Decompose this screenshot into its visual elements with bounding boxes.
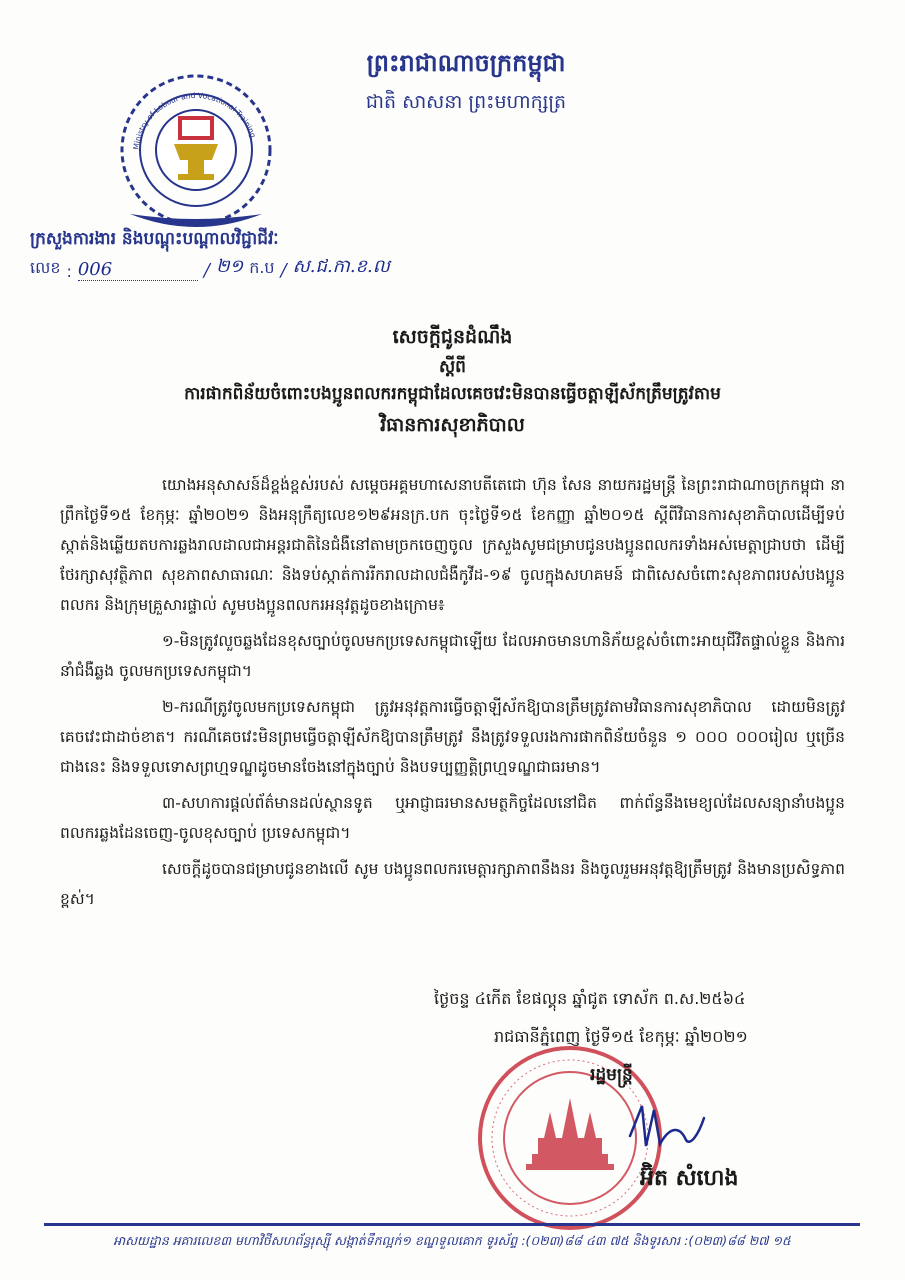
notice-subject-label: ស្តីពី <box>439 357 466 377</box>
reference-label: លេខ <box>30 258 61 277</box>
notice-subject-line2: វិធានការសុខាភិបាល <box>380 414 525 436</box>
ministry-name: ក្រសួងការងារ និងបណ្តុះបណ្តាលវិជ្ជាជីវៈ <box>30 229 279 249</box>
temple-icon <box>526 1098 614 1170</box>
logo-text: Ministry of Labour and Vocational Training <box>131 90 258 151</box>
notice-title: សេចក្តីជូនដំណឹង <box>392 326 513 348</box>
reference-year: ២១ <box>215 256 244 277</box>
body-paragraph-intro: យោងអនុសាសន៍ដ៏ខ្ពង់ខ្ពស់របស់ សម្តេចអគ្គមហាសេនាបតីតេជោ ហ៊ុន សែន នាយករដ្ឋមន្ត្រី នៃព្រះរាជាណាចក្រកម្ពុជា នាព្រឹកថ្ងៃទី១៥ ខែកុម្ភៈ ឆ្នាំ២០២១ និងអនុក្រឹត្យលេខ១២៩អនក្រ.បក ចុះថ្ងៃទី១៥ ខែកញ្ញា ឆ្នាំ២០១៥ ស្តីពីវិធានការសុខាភិបាលដើម្បីទប់ស្កាត់និងឆ្លើយតបការឆ្លងរាលដាលជាអន្តរជាតិនៃជំងឺនៅតាមច្រកចេញចូល ក្រសួងសូមជម្រាបជូនបងប្អូនពលករទាំងអស់មេត្តាជ្រាបថា ដើម្បីថែរក្សាសុវត្ថិភាព សុខភាពសាធារណៈ និងទប់ស្កាត់ការរីករាលដាលជំងឺកូវីដ-១៩ ចូលក្នុងសហគមន៍ ជាពិសេសចំពោះសុខភាពរបស់បងប្អូនពលករ និងក្រុមគ្រួសារផ្ទាល់ សូមបងប្អូនពលករអនុវត្តដូចខាងក្រោម៖ <box>60 476 845 614</box>
signatory-name: អ៊ិត សំហេង <box>640 1166 739 1191</box>
footer-address: អាសយដ្ឋាន អគារលេខ៣ មហាវិថីសហព័ន្ធរុស្ស៊ី សង្កាត់ទឹកល្អក់១ ខណ្ឌទួលគោក ទូរស័ព្ទ :(០២៣)៨៨ ៤៣ ៧៥ និងទូរសារ :(០២៣)៨៨ ២៧ ១៥ <box>113 1233 791 1248</box>
footer-divider <box>44 1223 860 1226</box>
reference-number: 006 <box>78 259 198 281</box>
notice-body <box>60 470 845 920</box>
lunar-date: ថ្ងៃចន្ទ ៤កើត ខែផល្គុន ឆ្នាំជូត ទោស័ក ព.ស.២៥៦៤ <box>434 989 746 1008</box>
body-paragraph-3: ៣-សហការផ្តល់ព័ត៌មានដល់ស្ថានទូត ឬអាជ្ញាធរមានសមត្ថកិច្ចដែលនៅជិត ពាក់ព័ន្ធនឹងមេខ្យល់ដែលសន្យានាំបងប្អូនពលករឆ្លងដែនចេញ-ចូលខុសច្បាប់ ប្រទេសកម្ពុជា។ <box>60 794 845 842</box>
signatory-position: រដ្ឋមន្ត្រី <box>590 1065 633 1085</box>
body-paragraph-closing: សេចក្តីដូចបានជម្រាបជូនខាងលើ សូម បងប្អូនពលករមេត្តារក្សាភាពនឹងនរ និងចូលរួមអនុវត្តឱ្យត្រឹមត្រូវ និងមានប្រសិទ្ធភាពខ្ពស់។ <box>60 860 845 908</box>
national-motto: ជាតិ សាសនា ព្រះមហាក្សត្រ <box>365 91 567 113</box>
reference-line: លេខ : 006 / ២១ ក.ប / ស.ជ.កា.ខ.ល <box>30 256 390 281</box>
solar-date: រាជធានីភ្នំពេញ ថ្ងៃទី១៥ ខែកុម្ភៈ ឆ្នាំ២០២១ <box>494 1027 748 1046</box>
body-paragraph-1: ១-មិនត្រូវលួចឆ្លងដែនខុសច្បាប់ចូលមកប្រទេសកម្ពុជាឡើយ ដែលអាចមានហានិភ័យខ្ពស់ចំពោះអាយុជីវិតផ្ទាល់ខ្លួន និងការនាំជំងឺឆ្លង ចូលមកប្រទេសកម្ពុជា។ <box>60 632 845 680</box>
notice-subject-line1: ការផាកពិន័យចំពោះបងប្អូនពលករកម្ពុជាដែលគេចវេះមិនបានធ្វើចត្តាឡីស័កត្រឹមត្រូវតាម <box>184 384 721 404</box>
handwritten-signature <box>620 1096 710 1156</box>
ministry-logo <box>108 64 284 240</box>
reference-code-label: ក.ប <box>249 258 275 277</box>
kingdom-title: ព្រះរាជាណាចក្រកម្ពុជា <box>366 49 566 77</box>
reference-code: ស.ជ.កា.ខ.ល <box>292 256 390 277</box>
body-paragraph-2: ២-ករណីត្រូវចូលមកប្រទេសកម្ពុជា ត្រូវអនុវត្តការធ្វើចត្តាឡីស័កឱ្យបានត្រឹមត្រូវតាមវិធានការសុខាភិបាល ដោយមិនត្រូវគេចវេះជាដាច់ខាត។ ករណីគេចវេះមិនព្រមធ្វើចត្តាឡីស័កឱ្យបានត្រឹមត្រូវ នឹងត្រូវទទួលរងការផាកពិន័យចំនួន ១ ០០០ ០០០រៀល ឬច្រើនជាងនេះ និងទទួលទោសព្រហ្មទណ្ឌដូចមានចែងនៅក្នុងច្បាប់ និងបទប្បញ្ញត្តិព្រហ្មទណ្ឌជាធរមាន។ <box>60 698 845 776</box>
